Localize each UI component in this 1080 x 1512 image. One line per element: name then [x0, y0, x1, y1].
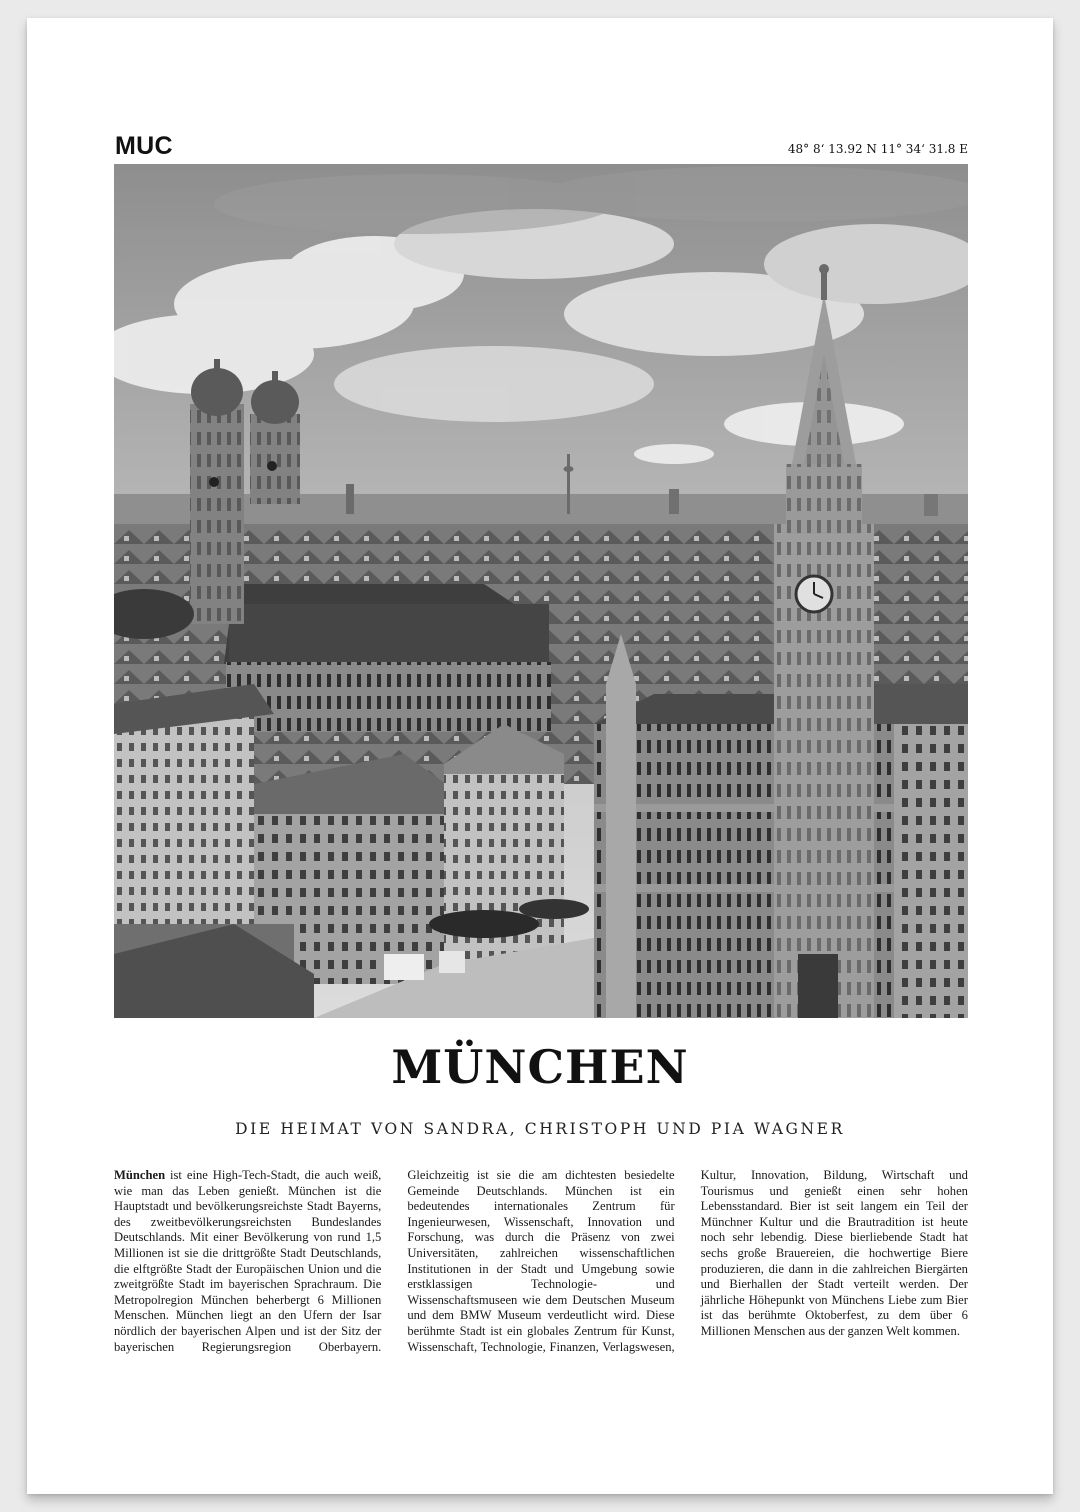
city-photo: [114, 164, 968, 1018]
description-text: ist eine High-Tech-Stadt, die auch weiß, wie man das Leben genießt. München ist die Hauptstadt und bevölkerungsreichste Stadt Bayerns, des zweitbevölkerungsreichsten Bundeslandes Deutschlands. Mit einer Bevölkerung von rund 1,5 Millionen ist sie die drittgrößte Stadt Deutschlands, die elftgrößte Stadt der Europäischen Union und die zweitgrößte Stadt im bayerischen Sprachraum. Die Metropolregion München beherbergt 6 Millionen Menschen. München liegt an den Ufern der Isar nördlich der bayerischen Alpen und ist der Sitz der bayerischen Regierungsregion Oberbayern. Gleichzeitig ist sie die am dichtesten besiedelte Gemeinde Deutschlands. München ist ein bedeutendes internationales Zentrum für Ingenieurwesen, Wissenschaft, Innovation und Forschung, was durch die Präsenz von zwei Universitäten, zahlreichen wissenschaftlichen Institutionen in der Stadt und Umgebung sowie erstklassigen Technologie- und Wissenschaftsmuseen wie dem Deutschen Museum und dem BMW Museum verdeutlicht wird. Diese berühmte Stadt ist ein globales Zentrum für Kunst, Wissenschaft, Technologie, Finanzen, Verlagswesen, Kultur, Innovation, Bildung, Wirtschaft und Tourismus und genießt einen sehr hohen Lebensstandard. Bier ist seit langem ein Teil der Münchner Kultur und die Brautradition ist heute noch sehr lebendig. Diese bierliebende Stadt hat sechs große Brauereien, die hochwertige Biere produzieren, die dann in die zahlreichen Biergärten und Bierhallen der Stadt verteilt werden. Der jährliche Höhepunkt von Münchens Liebe zum Bier ist das berühmte Oktoberfest, zu dem über 6 Millionen Menschen aus der ganzen Welt kommen.: [114, 1168, 968, 1354]
city-description: [114, 1168, 968, 1355]
city-code: MUC: [115, 132, 173, 160]
page-title: MÜNCHEN: [391, 1040, 689, 1094]
cathedral-nave: [226, 662, 551, 732]
dedication-subtitle: DIE HEIMAT VON SANDRA, CHRISTOPH UND PIA WAGNER: [235, 1120, 845, 1138]
cityscape-illustration: [114, 164, 968, 1018]
description-lead: München: [114, 1168, 166, 1182]
coordinates: 48° 8‘ 13.92 N 11° 34‘ 31.8 E: [787, 142, 968, 156]
market-umbrellas: [429, 910, 539, 938]
poster-sheet: [27, 18, 1053, 1494]
